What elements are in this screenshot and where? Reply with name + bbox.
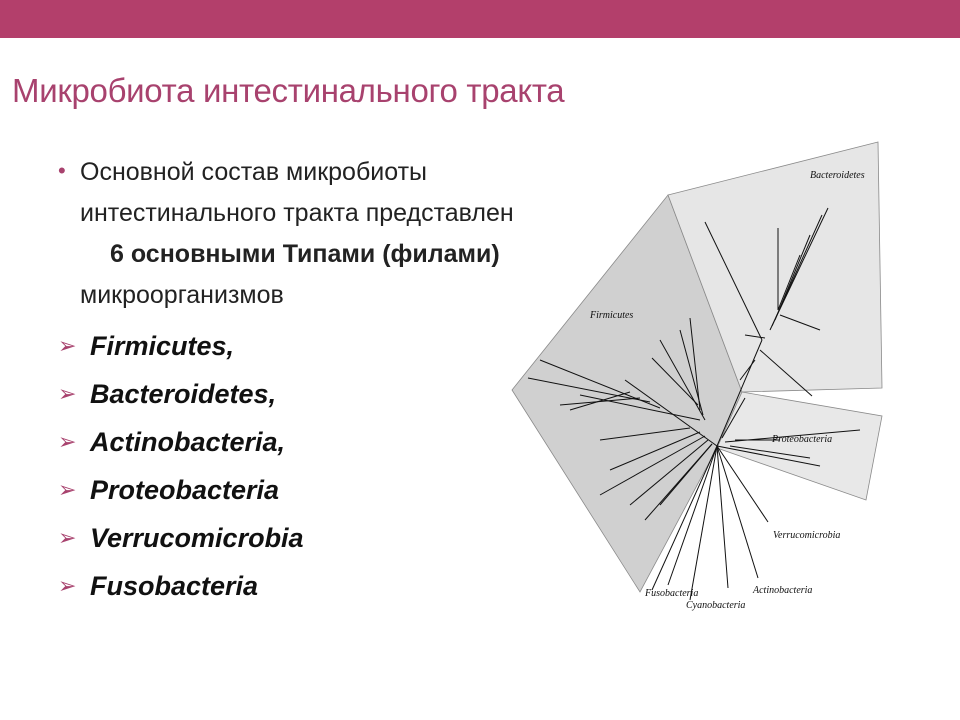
tree-label-actinobacteria: Actinobacteria (753, 585, 813, 596)
tree-label-fusobacteria: Fusobacteria (645, 588, 699, 599)
proteobacteria-clade-region (717, 392, 882, 500)
tree-label-verrucomicrobia: Verrucomicrobia (773, 530, 841, 541)
arrow-bullet-icon: ➢ (58, 333, 77, 358)
bullet-dot-icon: • (58, 158, 66, 183)
top-accent-bar (0, 0, 960, 38)
slide-title: Микробиота интестинального тракта (12, 72, 565, 109)
intro-line-2: интестинального тракта представлен (80, 199, 514, 227)
tree-label-proteobacteria: Proteobacteria (772, 434, 833, 445)
phylum-name: Verrucomicrobia (90, 522, 304, 553)
phylum-name: Actinobacteria, (90, 426, 286, 457)
phyla-list (58, 322, 304, 610)
phylum-name: Fusobacteria (90, 570, 259, 601)
tree-label-cyanobacteria: Cyanobacteria (686, 600, 746, 611)
phylum-item (58, 322, 304, 370)
intro-line-4: микроорганизмов (80, 281, 284, 309)
phylum-item (58, 370, 304, 418)
tree-branch (717, 446, 758, 578)
intro-line-3: 6 основными Типами (филами) (110, 240, 500, 268)
tree-branch (717, 446, 728, 588)
arrow-bullet-icon: ➢ (58, 477, 77, 502)
phylum-name: Firmicutes, (90, 330, 235, 361)
tree-label-bacteroidetes: Bacteroidetes (810, 170, 865, 181)
intro-line-1: Основной состав микробиоты (80, 158, 427, 186)
arrow-bullet-icon: ➢ (58, 525, 77, 550)
phylum-item (58, 562, 304, 610)
phylogenetic-tree (500, 135, 895, 615)
phylum-name: Proteobacteria (90, 474, 280, 505)
phylum-name: Bacteroidetes, (90, 378, 277, 409)
arrow-bullet-icon: ➢ (58, 429, 77, 454)
phylum-item (58, 466, 304, 514)
tree-label-firmicutes: Firmicutes (590, 310, 634, 321)
phylum-item (58, 418, 304, 466)
arrow-bullet-icon: ➢ (58, 381, 77, 406)
arrow-bullet-icon: ➢ (58, 573, 77, 598)
phylum-item (58, 514, 304, 562)
